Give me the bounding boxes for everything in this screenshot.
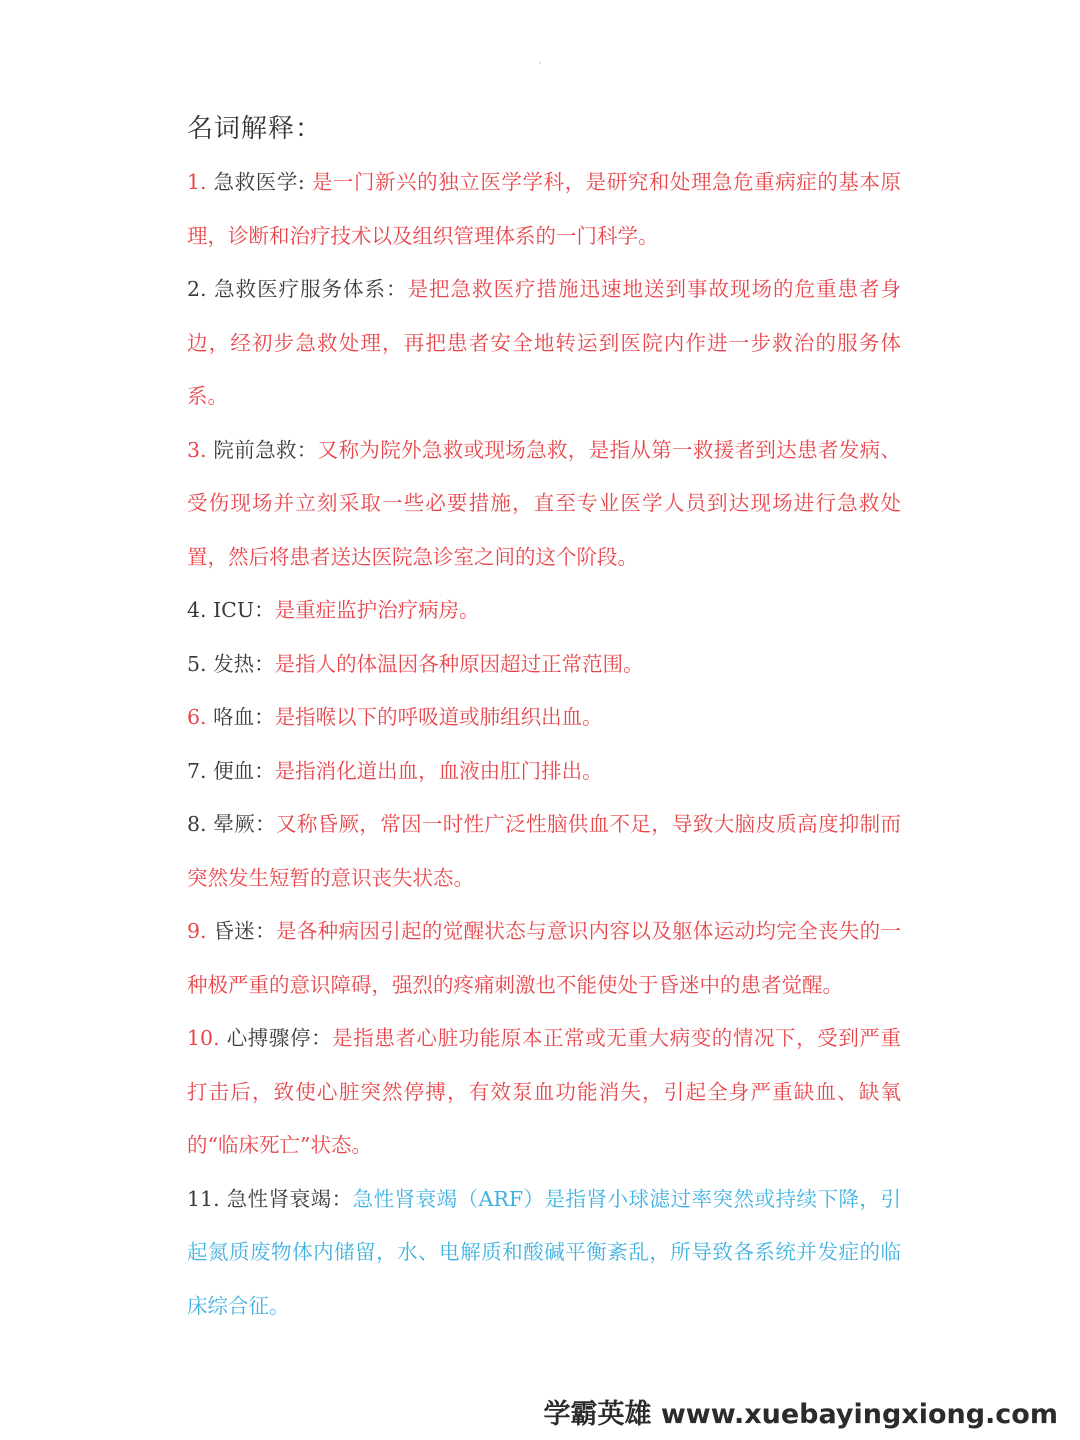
definition-item <box>187 905 901 1012</box>
definition-item <box>187 691 901 745</box>
item-term: 发热： <box>206 651 275 676</box>
item-definition: 急性肾衰竭（ARF）是指肾小球滤过率突然或持续下降，引起氮质废物体内储留，水、电解质和酸碱平衡紊乱，所导致各系统并发症的临床综合征。 <box>187 1186 901 1318</box>
item-number: 6. <box>187 705 207 729</box>
item-definition: 是重症监护治疗病房。 <box>274 598 480 622</box>
item-number: 3. <box>187 437 207 462</box>
item-number: 5. <box>187 651 207 676</box>
definition-item <box>187 1012 901 1173</box>
definition-item <box>187 156 901 263</box>
item-term: 院前急救： <box>206 437 318 462</box>
definition-item <box>187 263 901 424</box>
item-definition: 是指喉以下的呼吸道或肺组织出血。 <box>274 705 603 729</box>
definition-item <box>187 798 901 905</box>
section-heading: 名词解释： <box>187 114 323 144</box>
definition-item <box>187 424 901 585</box>
definition-list <box>187 156 901 1333</box>
item-number: 1. <box>187 170 207 194</box>
item-term: 急救医学: <box>206 170 305 194</box>
page-dot-mark <box>539 62 541 64</box>
item-term: ICU： <box>206 598 275 622</box>
item-definition: 是指患者心脏功能原本正常或无重大病变的情况下，受到严重打击后，致使心脏突然停搏，有效泵血功能消失，引起全身严重缺血、缺氧的“临床死亡”状态。 <box>187 1026 901 1157</box>
definition-item <box>187 1173 901 1334</box>
site-watermark: 学霸英雄 www.xuebayingxiong.com <box>543 1399 1058 1430</box>
item-definition: 是各种病因引起的觉醒状态与意识内容以及躯体运动均完全丧失的一种极严重的意识障碍，强烈的疼痛刺激也不能使处于昏迷中的患者觉醒。 <box>187 919 901 997</box>
item-term: 便血： <box>206 758 275 783</box>
item-term: 急救医疗服务体系： <box>206 277 408 301</box>
item-definition: 又称昏厥，常因一时性广泛性脑供血不足，导致大脑皮质高度抑制而突然发生短暂的意识丧失状态。 <box>187 812 901 890</box>
item-definition: 又称为院外急救或现场急救，是指从第一救援者到达患者发病、受伤现场并立刻采取一些必要措施，直至专业医学人员到达现场进行急救处置，然后将患者送达医院急诊室之间的这个阶段。 <box>187 437 901 569</box>
item-term: 心搏骤停： <box>219 1026 333 1050</box>
item-term: 昏迷： <box>206 919 276 943</box>
item-number: 8. <box>187 812 207 836</box>
item-term: 急性肾衰竭： <box>219 1186 353 1211</box>
item-term: 咯血： <box>206 705 275 729</box>
item-number: 10. <box>187 1026 220 1050</box>
item-definition: 是一门新兴的独立医学学科，是研究和处理急危重病症的基本原理，诊断和治疗技术以及组织管理体系的一门科学。 <box>187 170 901 248</box>
item-number: 7. <box>187 758 207 783</box>
definition-item <box>187 638 901 692</box>
definition-item <box>187 584 901 638</box>
item-number: 9. <box>187 919 207 943</box>
item-definition: 是指消化道出血，血液由肛门排出。 <box>274 758 603 783</box>
item-number: 2. <box>187 277 207 301</box>
item-definition: 是把急救医疗措施迅速地送到事故现场的危重患者身边，经初步急救处理，再把患者安全地转运到医院内作进一步救治的服务体系。 <box>187 277 901 408</box>
item-number: 11. <box>187 1186 220 1211</box>
item-term: 晕厥： <box>206 812 276 836</box>
item-definition: 是指人的体温因各种原因超过正常范围。 <box>274 651 644 676</box>
definition-item <box>187 745 901 799</box>
item-number: 4. <box>187 598 207 622</box>
